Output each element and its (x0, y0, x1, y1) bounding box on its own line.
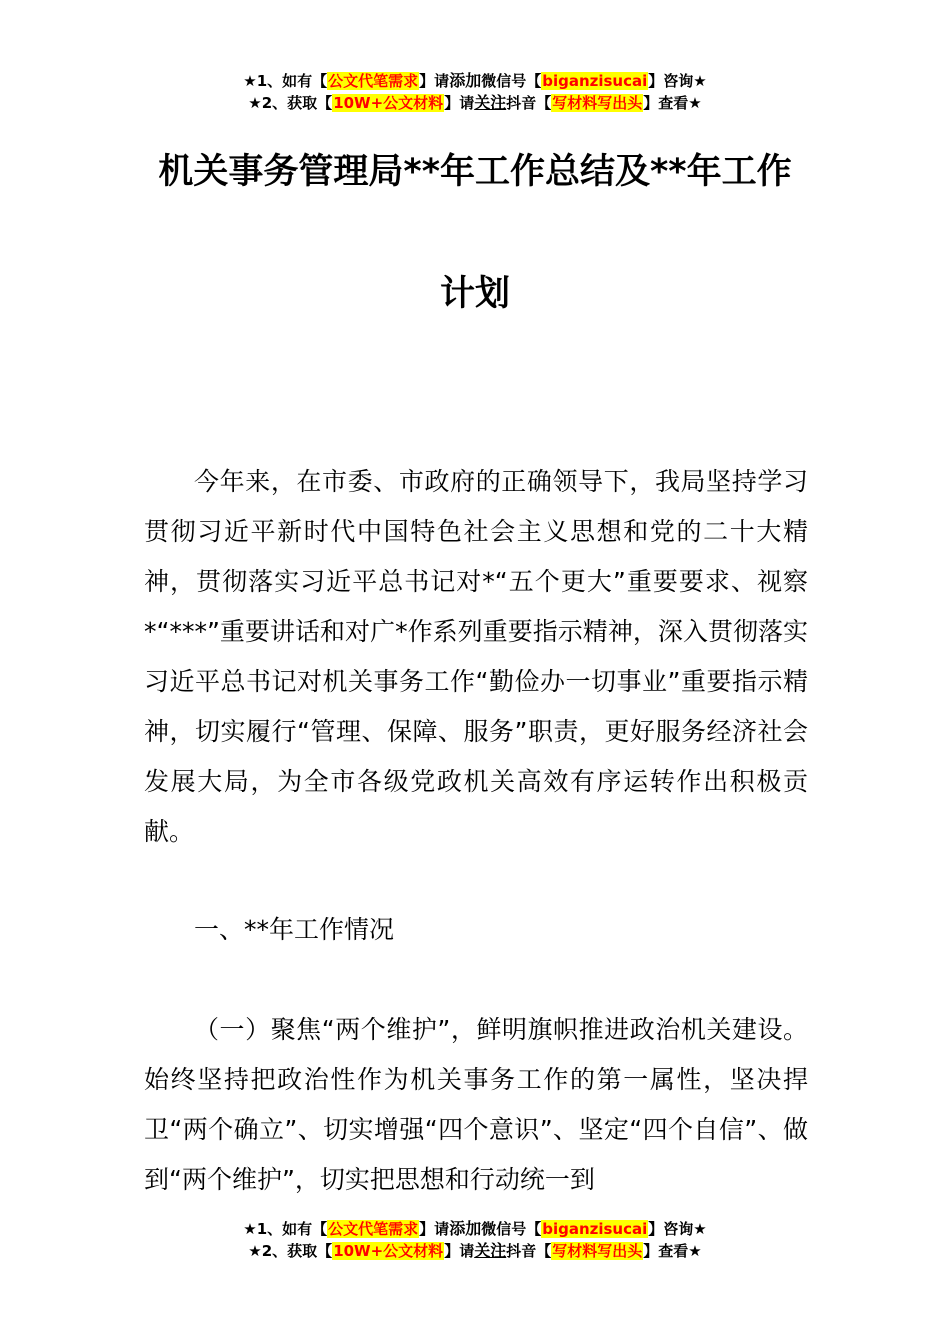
banner-highlight: 写材料写出头 (552, 94, 643, 112)
banner-highlight: 10W+公文材料 (333, 1242, 444, 1260)
banner-emphasis: 添加 (449, 1219, 482, 1238)
banner-text: 微信号【 (481, 1220, 542, 1238)
banner-text: 微信号【 (481, 72, 542, 90)
banner-text: 抖音【 (506, 1242, 552, 1260)
banner-text: 】查看★ (643, 94, 702, 112)
banner-text: ★2、获取【 (248, 94, 333, 112)
banner-text: ★2、获取【 (248, 1242, 333, 1260)
body-paragraph-intro: 今年来，在市委、市政府的正确领导下，我局坚持学习贯彻习近平新时代中国特色社会主义思想和党的二十大精神，贯彻落实习近平总书记对*“五个更大”重要要求、视察*“***”重要讲话和对广*作系列重要指示精神，深入贯彻落实习近平总书记对机关事务工作“勤俭办一切事业”重要指示精神，切实履行“管理、保障、服务”职责，更好服务经济社会发展大局，为全市各级党政机关高效有序运转作出积极贡献。 (144, 467, 808, 846)
banner-text: 】请 (419, 1220, 450, 1238)
banner-line-2 (0, 92, 950, 114)
header-banner (0, 70, 950, 114)
banner-highlight: 写材料写出头 (552, 1242, 643, 1260)
banner-text: 】请 (444, 1242, 475, 1260)
banner-line-1 (0, 70, 950, 92)
banner-highlight: 公文代笔需求 (328, 1220, 419, 1238)
banner-highlight: 10W+公文材料 (333, 94, 444, 112)
banner-text: 】咨询★ (648, 1220, 707, 1238)
banner-text: 抖音【 (506, 94, 552, 112)
banner-line-2 (0, 1240, 950, 1262)
banner-emphasis: 关注 (474, 93, 507, 112)
banner-highlight: biganzisucai (542, 72, 648, 90)
section-heading: 一、**年工作情况 (194, 915, 395, 944)
banner-text: ★1、如有【 (243, 72, 328, 90)
body-paragraph-section-1: （一）聚焦“两个维护”，鲜明旗帜推进政治机关建设。始终坚持把政治性作为机关事务工作的第一属性，坚决捍卫“两个确立”、切实增强“四个意识”、坚定“四个自信”、做到“两个维护”，切实把思想和行动统一到 (144, 1015, 808, 1194)
banner-highlight: 公文代笔需求 (328, 72, 419, 90)
banner-highlight: biganzisucai (542, 1220, 648, 1238)
banner-line-1 (0, 1218, 950, 1240)
banner-emphasis: 添加 (449, 71, 482, 90)
banner-text: ★1、如有【 (243, 1220, 328, 1238)
banner-text: 】请 (419, 72, 450, 90)
document-title-line-1: 机关事务管理局**年工作总结及**年工作 (158, 152, 792, 192)
banner-emphasis: 关注 (474, 1241, 507, 1260)
document-title-line-2: 计划 (439, 274, 510, 314)
footer-banner (0, 1218, 950, 1262)
banner-text: 】查看★ (643, 1242, 702, 1260)
banner-text: 】咨询★ (648, 72, 707, 90)
banner-text: 】请 (444, 94, 475, 112)
